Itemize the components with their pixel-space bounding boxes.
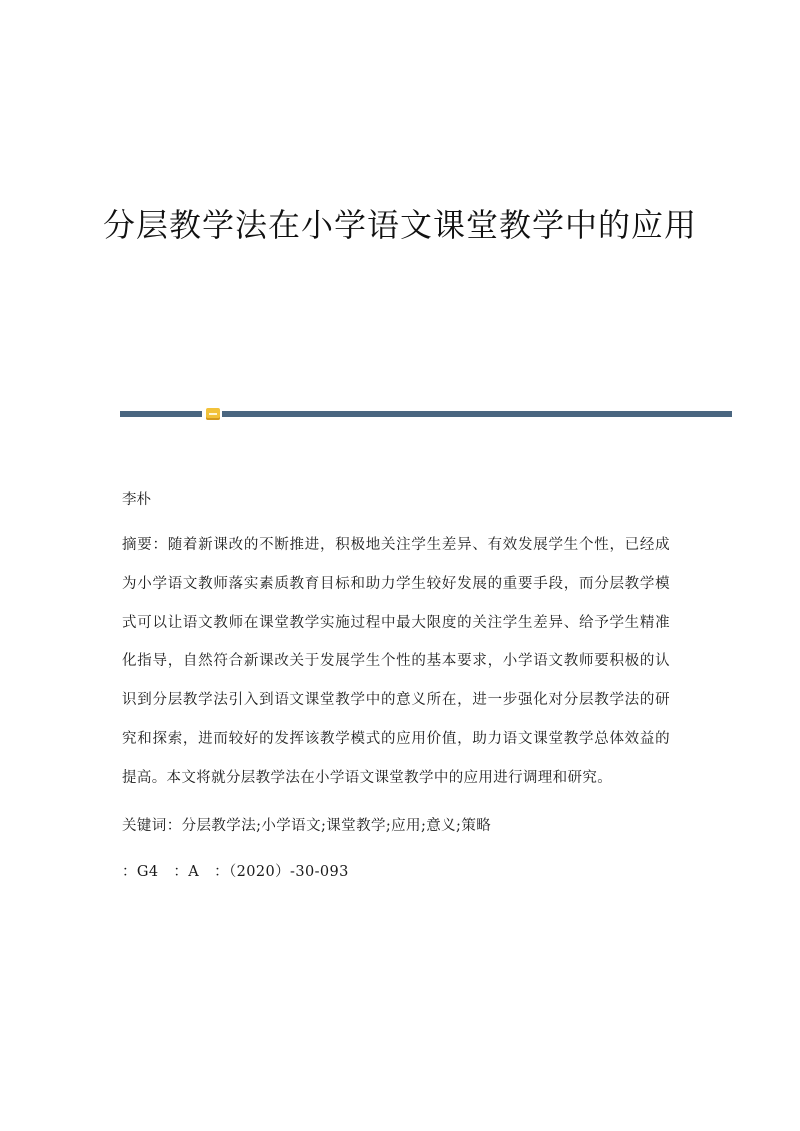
- keywords-line: 关键词：分层教学法;小学语文;课堂教学;应用;意义;策略: [122, 817, 492, 834]
- document-icon: [206, 408, 220, 420]
- classification-line: ：G4 ：A ：（2020）-30-093: [122, 863, 349, 880]
- divider-bar-right: [222, 411, 732, 417]
- document-body: [122, 480, 670, 892]
- abstract-paragraph: 摘要：随着新课改的不断推进，积极地关注学生差异、有效发展学生个性，已经成为小学语文教师落实素质教育目标和助力学生较好发展的重要手段，而分层教学模式可以让语文教师在课堂教学实施过程中最大限度的关注学生差异、给予学生精准化指导，自然符合新课改关于发展学生个性的基本要求，小学语文教师要积极的认识到分层教学法引入到语文课堂教学中的意义所在，进一步强化对分层教学法的研究和探索，进而较好的发挥该教学模式的应用价值，助力语文课堂教学总体效益的提高。本文将就分层教学法在小学语文课堂教学中的应用进行调理和研究。: [122, 537, 670, 786]
- document-title: 分层教学法在小学语文课堂教学中的应用: [102, 206, 697, 244]
- divider-bar-left: [120, 411, 202, 417]
- title-divider: [120, 408, 732, 420]
- author-name: 李朴: [122, 492, 151, 508]
